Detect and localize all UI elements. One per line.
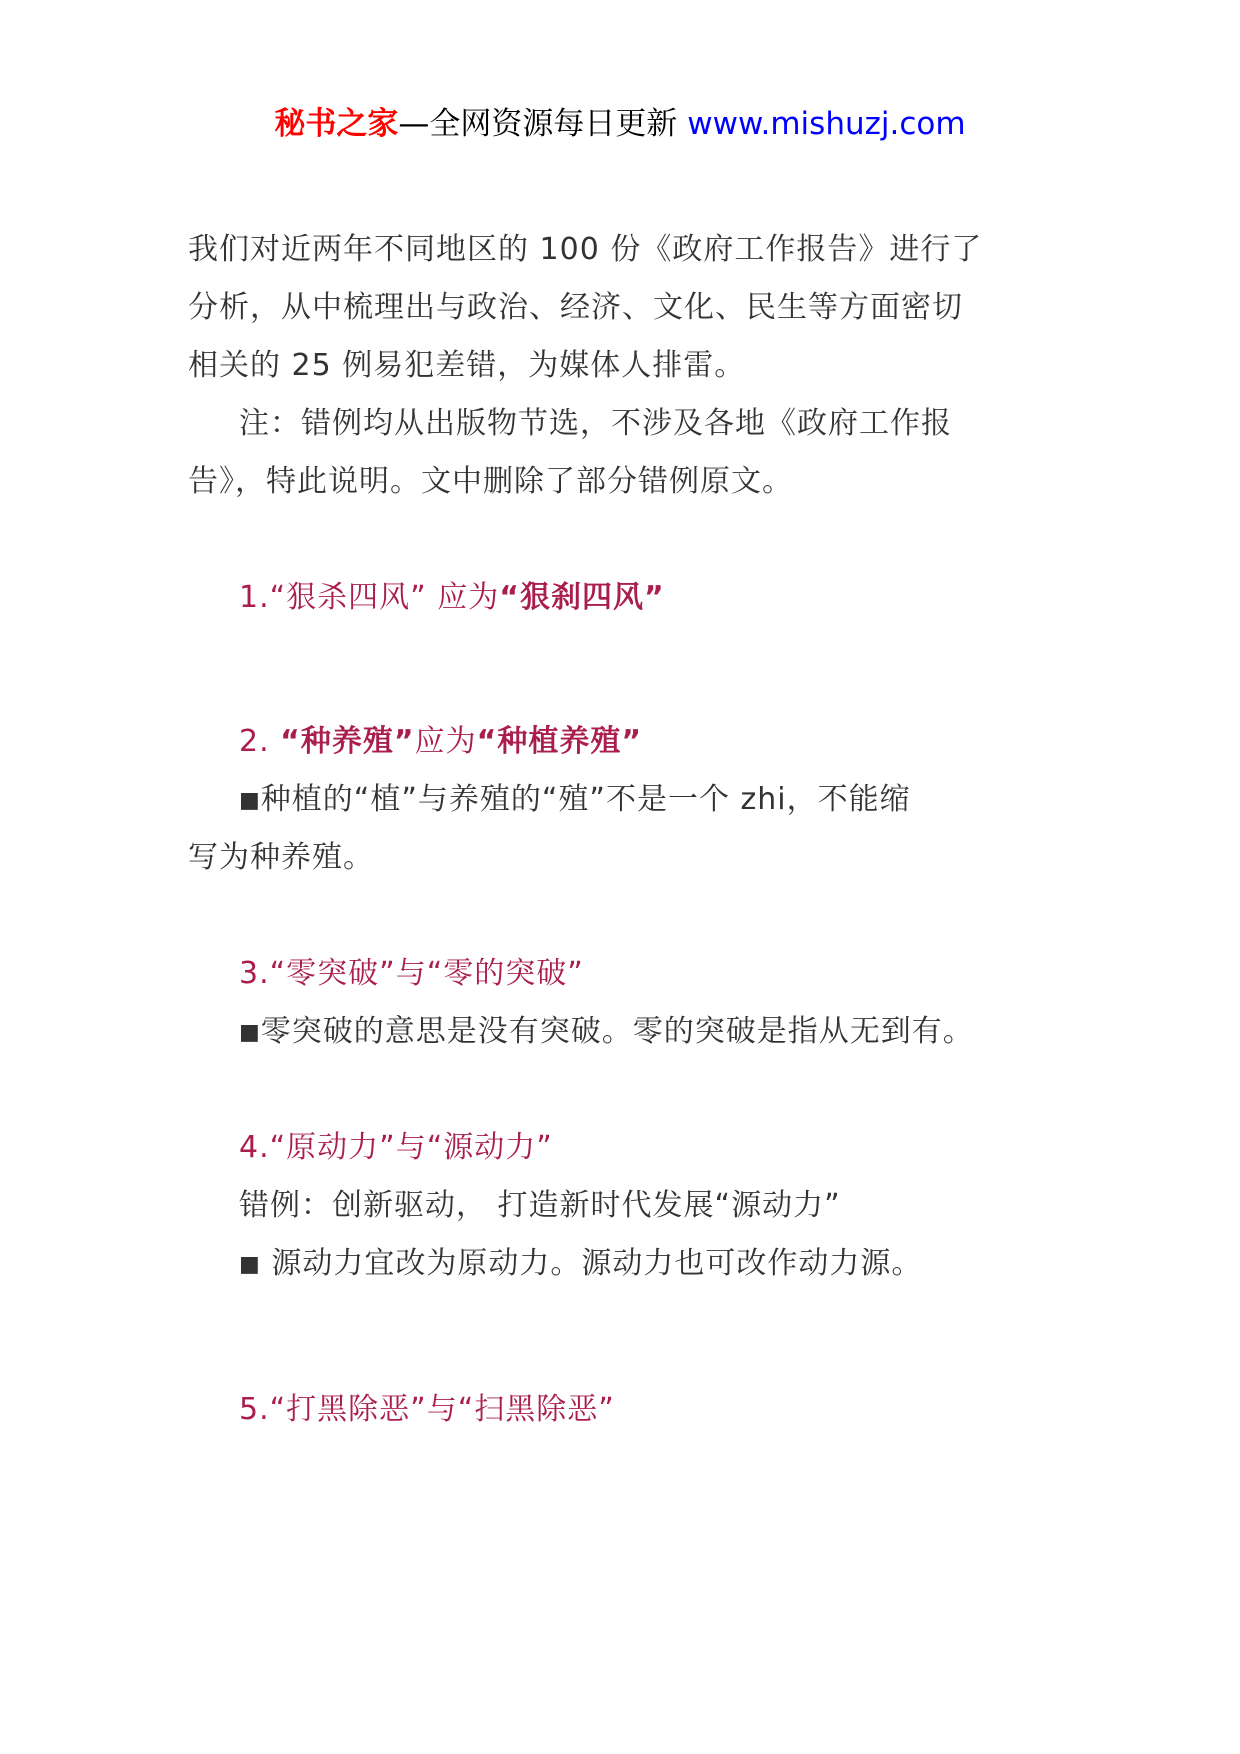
item-1-connector: 应为 <box>437 580 500 615</box>
intro-line-1: 我们对近两年不同地区的 100 份《政府工作报告》进行了 <box>188 232 983 267</box>
item-2-wrong-term: “种养殖” <box>280 724 415 759</box>
item-1-heading <box>239 578 665 618</box>
item-3-explain <box>239 1012 974 1053</box>
site-url-link[interactable]: www.mishuzj.com <box>687 106 966 142</box>
intro-line-2: 分析，从中梳理出与政治、经济、文化、民生等方面密切 <box>188 290 963 325</box>
item-2-heading <box>239 722 642 762</box>
bullet-square-icon: ■ <box>239 788 261 813</box>
item-4-explain-text: 源动力宜改为原动力。源动力也可改作动力源。 <box>260 1246 923 1281</box>
intro-line-3: 相关的 25 例易犯差错，为媒体人排雷。 <box>188 348 746 383</box>
item-2-explain-line-2: 写为种养殖。 <box>188 840 374 875</box>
item-1-number: 1. <box>239 580 270 615</box>
item-2-correct-term: “种植养殖” <box>476 724 643 759</box>
site-header <box>0 100 1240 148</box>
item-4-example: 错例：创新驱动， 打造新时代发展“源动力” <box>239 1188 841 1223</box>
item-3-explain-text: 零突破的意思是没有突破。零的突破是指从无到有。 <box>260 1014 974 1049</box>
item-2-connector: 应为 <box>414 724 477 759</box>
header-tagline: —全网资源每日更新 <box>398 106 688 142</box>
item-1-correct-term: “狠刹四风” <box>499 580 665 615</box>
bullet-square-icon: ■ <box>239 1020 261 1045</box>
item-2-explain-text: 种植的“植”与养殖的“殖”不是一个 zhi，不能缩 <box>260 782 911 817</box>
item-4-heading: 4.“原动力”与“源动力” <box>239 1130 553 1165</box>
item-4-explain <box>239 1244 922 1285</box>
brand-name: 秘书之家 <box>274 106 399 142</box>
bullet-square-icon: ■ <box>239 1252 261 1277</box>
item-2-number: 2. <box>239 724 270 759</box>
item-5-heading: 5.“打黑除恶”与“扫黑除恶” <box>239 1392 615 1427</box>
item-3-heading: 3.“零突破”与“零的突破” <box>239 956 584 991</box>
note-line-2: 告》，特此说明。文中删除了部分错例原文。 <box>188 464 793 499</box>
item-2-explain-line-1 <box>239 780 911 821</box>
note-line-1: 注：错例均从出版物节选，不涉及各地《政府工作报 <box>239 406 952 441</box>
item-1-wrong-term: “狠杀四风” <box>269 580 427 615</box>
